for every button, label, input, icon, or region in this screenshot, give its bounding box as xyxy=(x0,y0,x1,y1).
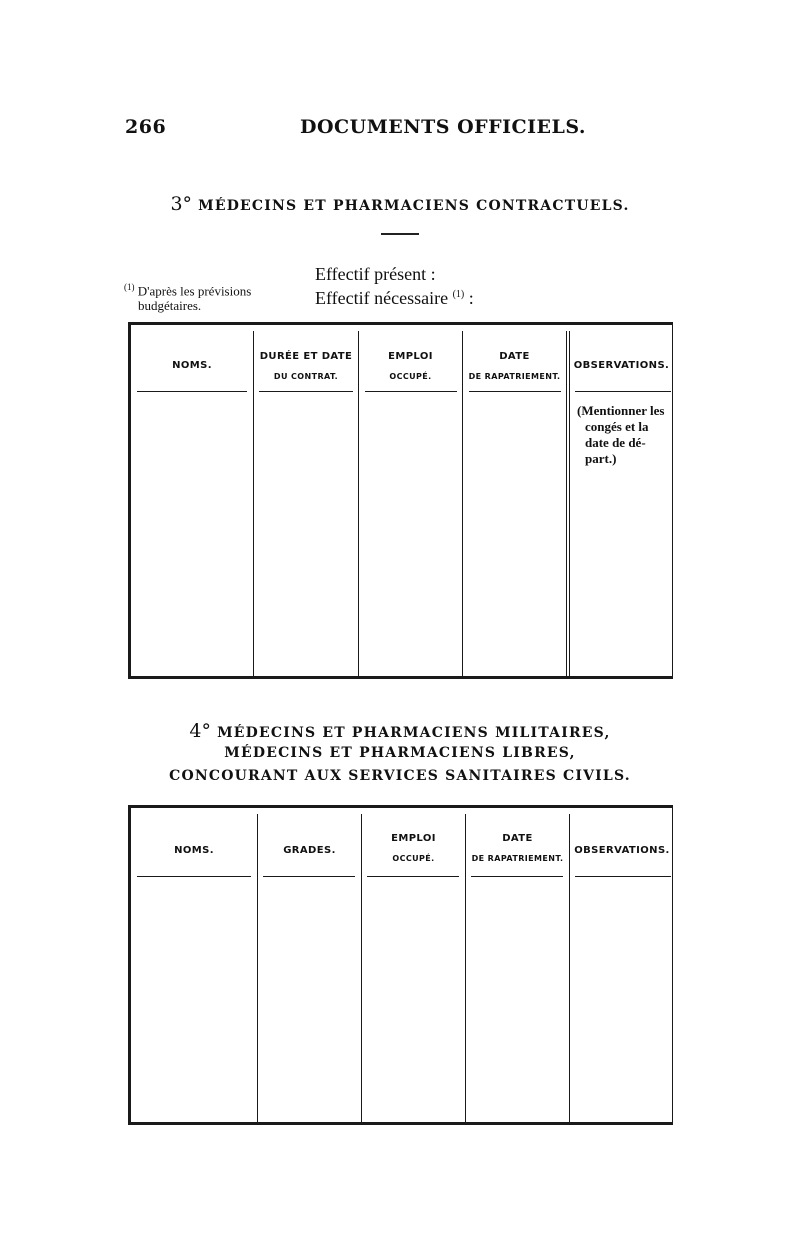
column-header-emploi: EMPLOI OCCUPÉ. xyxy=(388,351,433,381)
section4-heading-line1 xyxy=(120,720,680,742)
header-rule xyxy=(575,876,671,877)
section3-heading xyxy=(120,193,680,215)
column-header-grades: GRADES. xyxy=(283,845,336,856)
section-divider xyxy=(381,233,419,235)
column-header-observations: OBSERVATIONS. xyxy=(573,360,670,371)
section4-title-line2: MÉDECINS ET PHARMACIENS LIBRES, xyxy=(224,745,576,761)
footnote-line2: budgétaires. xyxy=(138,298,202,314)
column-header-noms: NOMS. xyxy=(172,360,212,371)
section4-number: 4° xyxy=(189,720,212,742)
header-rule xyxy=(575,391,671,392)
section4-title-line1: MÉDECINS ET PHARMACIENS MILITAIRES, xyxy=(217,725,611,741)
effectif-present: Effectif présent : xyxy=(315,264,436,284)
header-rule xyxy=(259,391,353,392)
header-rule xyxy=(137,391,247,392)
column-divider xyxy=(569,331,570,676)
section4-title-line3: CONCOURANT AUX SERVICES SANITAIRES CIVILS. xyxy=(169,768,631,784)
footnote xyxy=(124,280,251,313)
column-header-emploi: EMPLOI OCCUPÉ. xyxy=(391,833,436,863)
column-divider xyxy=(257,814,258,1122)
header-rule xyxy=(367,876,459,877)
header-rule xyxy=(365,391,457,392)
column-header-date: DATE DE RAPATRIEMENT. xyxy=(468,351,561,381)
effectif-necessaire: Effectif nécessaire xyxy=(315,288,449,308)
header-rule xyxy=(137,876,251,877)
column-divider xyxy=(462,331,463,676)
column-header-date: DATE DE RAPATRIEMENT. xyxy=(471,833,564,863)
effectif-necessaire-line xyxy=(315,288,474,309)
effectif-necessaire-colon: : xyxy=(468,288,474,308)
column-divider xyxy=(566,331,567,676)
section3-number: 3° xyxy=(170,193,193,215)
effectif-necessaire-mark: (1) xyxy=(452,289,465,300)
militaires-libres-table xyxy=(128,805,673,1125)
page-number: 266 xyxy=(125,116,167,138)
column-header-observations: OBSERVATIONS. xyxy=(574,845,670,856)
running-title: DOCUMENTS OFFICIELS. xyxy=(300,116,587,138)
column-header-duree: DURÉE ET DATE DU CONTRAT. xyxy=(259,351,353,381)
section3-title: MÉDECINS ET PHARMACIENS CONTRACTUELS. xyxy=(198,198,630,214)
contractuels-table xyxy=(128,322,673,679)
column-divider xyxy=(569,814,570,1122)
column-header-noms: NOMS. xyxy=(174,845,214,856)
column-divider xyxy=(253,331,254,676)
header-rule xyxy=(263,876,355,877)
footnote-mark: (1) xyxy=(124,282,135,292)
header-rule xyxy=(469,391,561,392)
column-divider xyxy=(358,331,359,676)
header-rule xyxy=(471,876,563,877)
footnote-line1: D'après les prévisions xyxy=(137,283,252,299)
observation-note: (Mentionner les congés et la date de dé- part.) xyxy=(577,403,665,466)
